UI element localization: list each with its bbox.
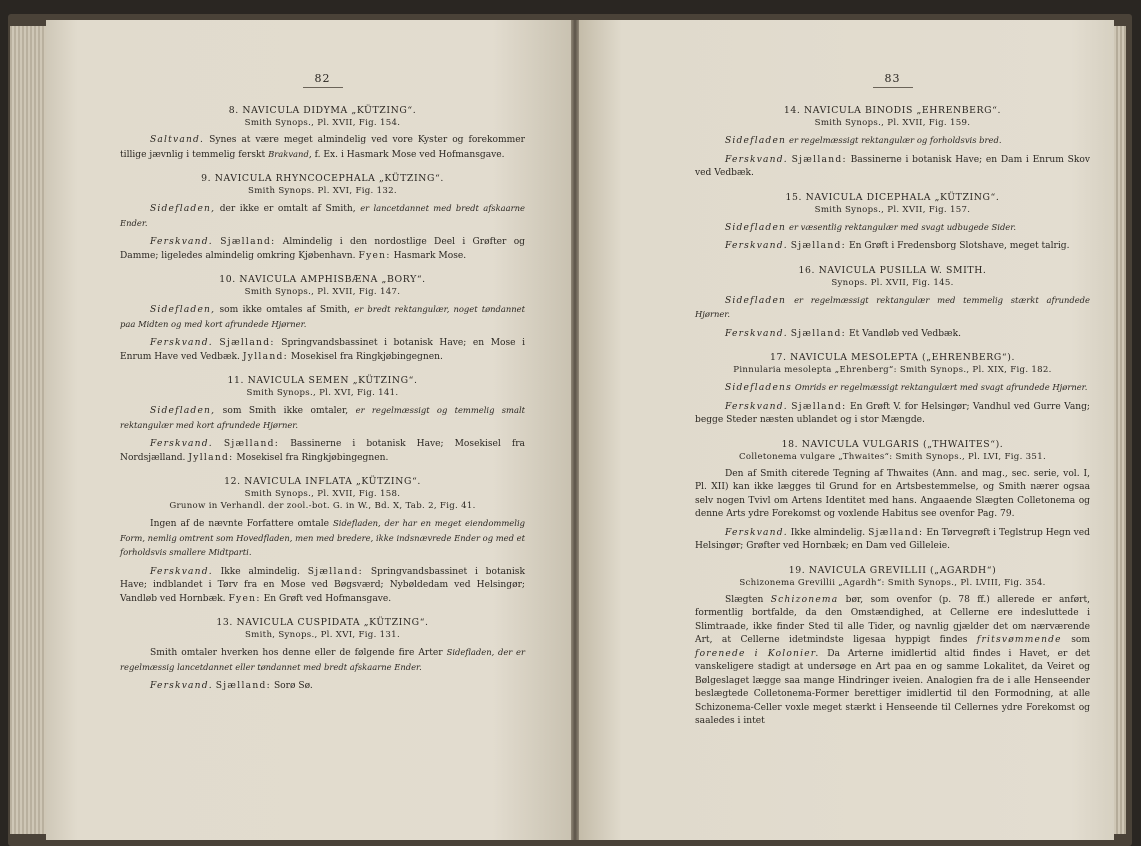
reference-line: Smith Synops., Pl. XVII, Fig. 157. bbox=[814, 204, 971, 215]
spaced-term: forenede i Kolonier. bbox=[695, 648, 820, 659]
species-heading: 17. NAVICULA MESOLEPTA („EHRENBERG“). bbox=[769, 352, 1016, 363]
paragraph: Ferskvand. Sjælland: Sorø Sø. bbox=[150, 681, 313, 691]
species-heading: 11. NAVICULA SEMEN „KÜTZING“. bbox=[227, 375, 418, 386]
habitat-label: Ferskvand. bbox=[725, 154, 788, 165]
page-edges-right bbox=[1114, 26, 1126, 834]
spaced-term: Schizonema bbox=[770, 594, 839, 605]
paragraph: Ingen af de nævnte Forfattere omtale Sidefladen, der har en meget eiendommelig Form, nemlig omtrent som Hovedfladen, men med bredere, ikke indsnævrede Ender og med et forholdsvis smallere Midtparti. bbox=[120, 518, 525, 557]
paragraph: Ferskvand. Ikke almindelig. Sjælland: En Tørvegrøft i Teglstrup Hegn ved Helsingør; Grøfter ved Hornbæk; en Dam ved Gilleleie. bbox=[695, 527, 1090, 551]
reference-line: Synops. Pl. XVII, Fig. 145. bbox=[831, 277, 954, 288]
paragraph: Sidefladen, som Smith ikke omtaler, er regelmæssigt og temmelig smalt rektangulær med kort afrundede Hjørner. bbox=[120, 405, 525, 430]
habitat-label: Sidefladen, bbox=[150, 406, 216, 416]
region-label: Jylland: bbox=[188, 452, 234, 463]
right-page-content bbox=[695, 72, 1090, 729]
habitat-label: Sidefladen bbox=[725, 136, 787, 146]
reference-line: Grunow in Verhandl. der zool.-bot. G. in W., Bd. X, Tab. 2, Fig. 41. bbox=[169, 501, 476, 511]
paragraph: Smith omtaler hverken hos denne eller de følgende fire Arter Sidefladen, der er regelmæssig lancetdannet eller tøndannet med bredt afskaarne Ender. bbox=[120, 647, 525, 672]
region-label: Fyen: bbox=[358, 250, 391, 261]
paragraph: Ferskvand. Sjælland: Bassinerne i botanisk Have; Mosekisel fra Nordsjælland. Jylland: Mosekisel fra Ringkjøbingegnen. bbox=[120, 439, 525, 463]
reference-line: Colletonema vulgare „Thwaites“: Smith Synops., Pl. LVI, Fig. 351. bbox=[739, 451, 1046, 462]
species-heading: 19. NAVICULA GREVILLII („AGARDH“) bbox=[788, 564, 997, 576]
paragraph bbox=[695, 381, 1090, 396]
left-page bbox=[46, 20, 571, 840]
habitat-label: Ferskvand. bbox=[725, 241, 788, 251]
species-heading: 14. NAVICULA BINODIS „EHRENBERG“. bbox=[783, 105, 1002, 116]
species-heading: 9. NAVICULA RHYNCOCEPHALA „KÜTZING“. bbox=[201, 173, 444, 184]
page-edges-left bbox=[10, 26, 46, 834]
paragraph: Ferskvand. Sjælland: En Grøft i Fredensborg Slotshave, meget talrig. bbox=[725, 241, 1070, 251]
paragraph: Ferskvand. Sjælland: Springvandsbassinet i botanisk Have; en Mose i Enrum Have ved Vedbæk. Jylland: Mosekisel fra Ringkjøbingegnen. bbox=[120, 338, 525, 362]
species-heading: 12. NAVICULA INFLATA „KÜTZING“. bbox=[224, 476, 421, 487]
italic-description: er bredt rektangulær, noget tøndannet paa Midten og med kort afrundede Hjørner. bbox=[120, 304, 525, 329]
habitat-label: Ferskvand. bbox=[725, 401, 788, 412]
paragraph: Sidefladen, der ikke er omtalt af Smith, er lancetdannet med bredt afskaarne Ender. bbox=[120, 203, 526, 228]
italic-description: Sidefladen, der har en meget eiendommelig Form, nemlig omtrent som Hovedfladen, men med bredere, ikke indsnævrede Ender og med et forholdsvis smallere Midtparti. bbox=[120, 518, 525, 557]
habitat-label: Sidefladen, bbox=[150, 204, 216, 214]
habitat-label: Ferskvand. bbox=[150, 681, 213, 691]
italic-description: Sidefladen, der er regelmæssig lancetdannet eller tøndannet med bredt afskaarne Ender. bbox=[120, 647, 525, 672]
habitat-label: Ferskvand. bbox=[150, 566, 213, 577]
species-heading: 8. NAVICULA DIDYMA „KÜTZING“. bbox=[228, 105, 417, 116]
italic-description: er regelmæssigt og temmelig smalt rektangulær med kort afrundede Hjørner. bbox=[120, 405, 525, 430]
page-number-rule bbox=[873, 87, 913, 88]
region-label: Sjælland: bbox=[215, 681, 272, 691]
habitat-label: Sidefladen bbox=[725, 295, 787, 306]
page-number-rule bbox=[303, 87, 343, 88]
left-page-content bbox=[120, 72, 525, 694]
reference-line: Smith Synops. Pl. XVI, Fig. 132. bbox=[248, 186, 397, 196]
paragraph: Slægten Schizonema bør, som ovenfor (p. 78 ff.) allerede er anført, formentlig bortfalde, da den Omstændighed, at Cellerne ere indesluttede i Slimtraade, ikke finder Sted til alle Tider, og navnlig gjælder det om nærværende Art, at Cellerne idetmindste ligesaa hyppigt findes fritsvømmende som forenede i Kolonier. Da Arterne imidlertid altid findes i Havet, er det vanskeligere stadigt at undersøge en Art paa en og samme Lokalitet, da Veiret og Bølgeslaget lægge saa mange Hindringer iveien. Analogien fra de i alle Henseender beslægtede Colletonema-Former berettiger imidlertid til den Formodning, at alle Schizonema-Celler voxle meget stærkt i Henseende til Cellernes ydre Forekomst og saaledes i intet bbox=[695, 594, 1091, 726]
paragraph: Den af Smith citerede Tegning af Thwaites (Ann. and mag., sec. serie, vol. I, Pl. XII) kan ikke lægges til Grund for en Artsbestemmelse, og Smith nærer ogsaa selv nogen Tvivl om Artens Identitet med hans. Angaaende Slægten Colletonema og denne Arts ydre Forekomst og voxlende Habitus see ovenfor Pag. 79. bbox=[695, 468, 1090, 519]
reference-line: Pinnularia mesolepta „Ehrenberg“: Smith Synops., Pl. XIX, Fig. 182. bbox=[733, 365, 1052, 375]
reference-line: Schizonema Grevillii „Agardh“: Smith Synops., Pl. LVIII, Fig. 354. bbox=[739, 577, 1046, 588]
paragraph: Ferskvand. Sjælland: Bassinerne i botanisk Have; en Dam i Enrum Skov ved Vedbæk. bbox=[695, 154, 1090, 178]
italic-description: er regelmæssigt rektangulær med temmelig stærkt afrundede Hjørner. bbox=[695, 294, 1090, 319]
reference-line: Smith Synops., Pl. XVII, Fig. 159. bbox=[814, 118, 971, 128]
region-label: Sjælland: bbox=[791, 401, 847, 412]
region-label: Jylland: bbox=[242, 351, 288, 362]
paragraph: Saltvand. Synes at være meget almindelig ved vore Kyster og forekommer tillige jævnlig i temmelig ferskt Brakvand, f. Ex. i Hasmark Mose ved Hofmansgave. bbox=[120, 135, 525, 160]
region-label: Sjælland: bbox=[220, 237, 276, 247]
species-heading: 18. NAVICULA VULGARIS („THWAITES“). bbox=[781, 438, 1004, 450]
region-label: Sjælland: bbox=[868, 527, 924, 538]
region-label: Sjælland: bbox=[791, 154, 847, 165]
habitat-label: Sidefladen bbox=[725, 222, 787, 233]
habitat-label: Ferskvand. bbox=[150, 439, 213, 449]
italic-description: Omrids er regelmæssigt rektangulært med svagt afrundede Hjørner. bbox=[794, 382, 1088, 392]
habitat-label: Ferskvand. bbox=[150, 237, 213, 247]
paragraph: Sidefladen, som ikke omtales af Smith, er bredt rektangulær, noget tøndannet paa Midten og med kort afrundede Hjørner. bbox=[120, 304, 525, 329]
page-number-right: 83 bbox=[884, 72, 901, 85]
habitat-label: Ferskvand. bbox=[725, 527, 788, 538]
region-label: Sjælland: bbox=[219, 338, 275, 348]
paragraph: Ferskvand. Sjælland: Et Vandløb ved Vedbæk. bbox=[725, 328, 961, 339]
paragraph: Ferskvand. Sjælland: Almindelig i den nordostlige Deel i Grøfter og Damme; ligeledes almindelig omkring Kjøbenhavn. Fyen: Hasmark Mose. bbox=[120, 237, 525, 261]
region-label: Sjælland: bbox=[223, 439, 280, 449]
paragraph: Ferskvand. Sjælland: En Grøft V. for Helsingør; Vandhul ved Gurre Vang; begge Steder næsten ublandet og i stor Mængde. bbox=[695, 401, 1090, 425]
species-heading: 16. NAVICULA PUSILLA W. SMITH. bbox=[798, 264, 987, 276]
reference-line: Smith Synops., Pl. XVII, Fig. 147. bbox=[244, 287, 401, 297]
species-heading: 15. NAVICULA DICEPHALA „KÜTZING“. bbox=[785, 191, 1000, 203]
paragraph bbox=[695, 221, 1090, 236]
reference-line: Smith Synops., Pl. XVII, Fig. 158. bbox=[244, 489, 401, 499]
region-label: Sjælland: bbox=[790, 328, 847, 339]
italic-description: er lancetdannet med bredt afskaarne Ender. bbox=[120, 203, 526, 228]
region-label: Fyen: bbox=[228, 593, 261, 604]
habitat-label: Saltvand. bbox=[150, 135, 205, 145]
habitat-label: Sidefladens bbox=[725, 383, 792, 393]
reference-line: Smith Synops., Pl. XVII, Fig. 154. bbox=[244, 118, 401, 128]
habitat-label: Ferskvand. bbox=[725, 328, 788, 339]
reference-line: Smith Synops., Pl. XVI, Fig. 141. bbox=[246, 388, 399, 398]
right-page bbox=[579, 20, 1114, 840]
species-heading: 10. NAVICULA AMPHISBÆNA „BORY“. bbox=[219, 274, 426, 285]
region-label: Sjælland: bbox=[307, 566, 364, 577]
book-gutter bbox=[571, 20, 579, 840]
species-heading: 13. NAVICULA CUSPIDATA „KÜTZING“. bbox=[216, 617, 429, 628]
habitat-label: Ferskvand. bbox=[150, 338, 213, 348]
paragraph bbox=[695, 134, 1090, 149]
paragraph: Ferskvand. Ikke almindelig. Sjælland: Springvandsbassinet i botanisk Have; indblandet i Tørv fra en Mose ved Bøgsværd; Nybøldedam ved Helsingør; Vandløb ved Hornbæk. Fyen: En Grøft ved Hofmansgave. bbox=[120, 566, 525, 604]
italic-description: Brakvand bbox=[268, 148, 309, 159]
reference-line: Smith, Synops., Pl. XVI, Fig. 131. bbox=[245, 630, 400, 640]
paragraph bbox=[695, 294, 1090, 323]
habitat-label: Sidefladen, bbox=[150, 305, 216, 315]
italic-description: er regelmæssigt rektangulær og forholdsvis bred. bbox=[789, 135, 1002, 145]
page-number-left: 82 bbox=[314, 72, 331, 85]
spaced-term: fritsvømmende bbox=[976, 635, 1062, 645]
region-label: Sjælland: bbox=[790, 241, 847, 251]
italic-description: er væsentlig rektangulær med svagt udbugede Sider. bbox=[789, 221, 1017, 232]
